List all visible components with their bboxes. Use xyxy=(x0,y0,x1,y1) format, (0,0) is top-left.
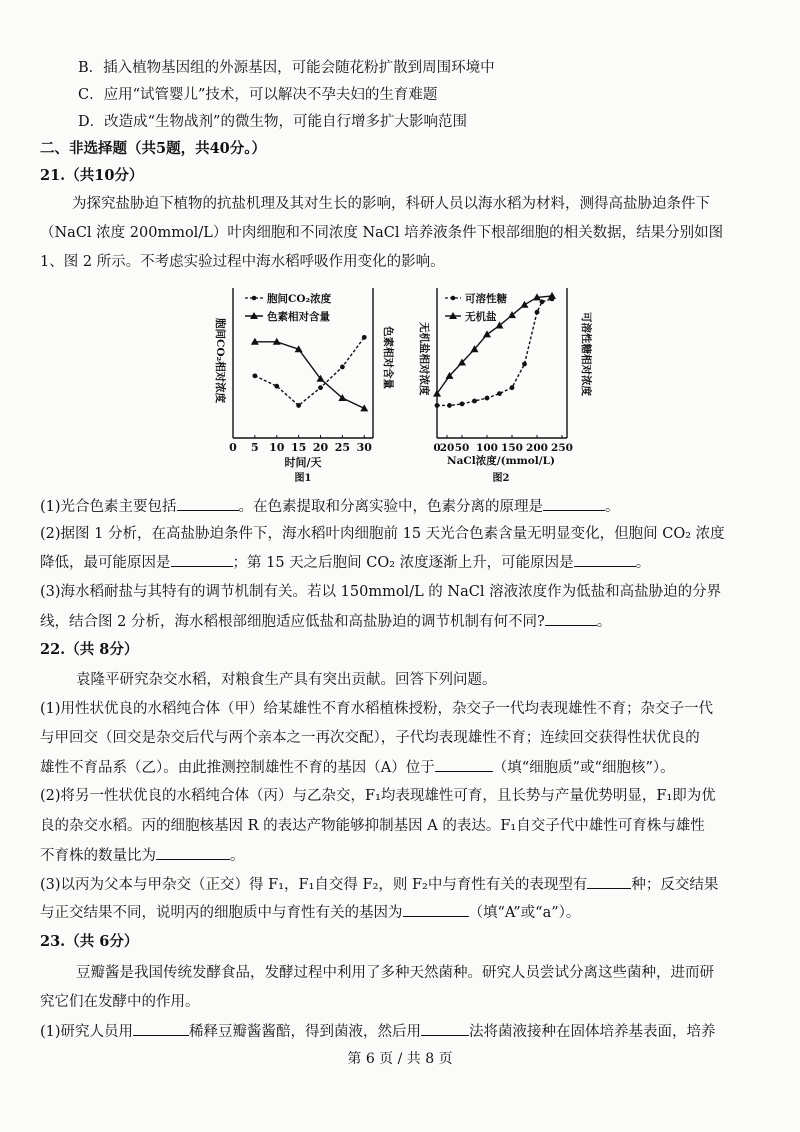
figures-svg xyxy=(205,278,605,488)
q22-part2-line1: (2)将另一性状优良的水稻纯合体（丙）与乙杂交，F₁均表现雄性可育，且长势与产量优势明显，F₁即为优 xyxy=(40,788,716,804)
fig2-title: 图2 xyxy=(492,473,510,484)
q23-part1-text-a: (1)研究人员用 xyxy=(40,1024,134,1040)
q22-part1-line2: 与甲回交（回交是杂交后代与两个亲本之一再次交配），子代均表现雄性不育；连续回交获得性状优良的 xyxy=(40,730,700,746)
q22-part3-text-b: 种；反交结果 xyxy=(631,877,719,893)
answer-blank[interactable] xyxy=(403,902,469,917)
fig2-ylabel-left: 无机盐相对浓度 xyxy=(418,322,430,396)
q21-part2-line1: (2)据图 1 分析，在高盐胁迫条件下，海水稻叶肉细胞前 15 天光合色素含量无明显变化，但胞间 CO₂ 浓度 xyxy=(40,526,725,542)
answer-blank[interactable] xyxy=(574,552,636,567)
fig2-series-1-point xyxy=(548,292,556,299)
q21-part2-text-d: 。 xyxy=(635,555,651,571)
fig1-tick-label: 25 xyxy=(334,441,351,454)
q21-intro-line3: 1、图 2 所示。不考虑实验过程中海水稻呼吸作用变化的影响。 xyxy=(40,254,445,270)
fig2-ylabel-right: 可溶性糖相对浓度 xyxy=(580,312,592,396)
q22-part2-line2: 良的杂交水稻。丙的细胞核基因 R 的表达产物能够抑制基因 A 的表达。F₁自交子代中雄性可育株与雄性 xyxy=(40,818,705,834)
fig2-legend-salt-label: 无机盐 xyxy=(465,311,497,323)
fig2-tick-label: 0 xyxy=(433,442,441,454)
fig2-series-1-point xyxy=(483,330,491,337)
fig2-series-0-point xyxy=(460,402,465,407)
answer-blank[interactable] xyxy=(545,611,597,626)
q22-intro: 袁隆平研究杂交水稻，对粮食生产具有突出贡献。回答下列问题。 xyxy=(76,672,497,688)
q22-part3-line2 xyxy=(40,902,580,923)
q21-part3-text-b: 线，结合图 2 分析，海水稻根部细胞适应低盐和高盐胁迫的调节机制有何不同? xyxy=(40,614,545,630)
fig1-series-0-point xyxy=(252,373,257,378)
fig1-series-0-point xyxy=(318,385,323,390)
fig1-series-0-line xyxy=(255,337,364,405)
q21-part1-text-a: (1)光合色素主要包括 xyxy=(40,499,177,515)
fig2-tick-label: 250 xyxy=(551,442,573,454)
fig1-series-0-point xyxy=(296,403,301,408)
fig2-series-0-point xyxy=(447,403,452,408)
option-b: B．插入植物基因组的外源基因，可能会随花粉扩散到周围环境中 xyxy=(78,60,495,76)
q21-part2-text-c: ；第 15 天之后胞间 CO₂ 浓度逐渐上升，可能原因是 xyxy=(232,555,574,571)
fig2-series-1-point xyxy=(521,301,529,308)
answer-blank[interactable] xyxy=(177,496,239,511)
page-footer: 第 6 页 / 共 8 页 xyxy=(347,1051,453,1067)
fig1-xlabel: 时间/天 xyxy=(284,456,322,469)
fig2-tick-label: 200 xyxy=(526,442,548,454)
q23-part1-text-b: 稀释豆瓣酱酱醅，得到菌液，然后用 xyxy=(189,1024,422,1040)
fig1-series-0-point xyxy=(362,335,367,340)
fig2-tick-label: 150 xyxy=(501,442,523,454)
fig1-legend-pigment xyxy=(245,310,330,323)
q21-part3-line1: (3)海水稻耐盐与其特有的调节机制有关。若以 150mmol/L 的 NaCl 溶液浓度作为低盐和高盐胁迫的分界 xyxy=(40,584,722,600)
fig2-legend-sugar xyxy=(445,292,507,305)
section-title: 二、非选择题（共5题，共40分。） xyxy=(40,140,267,157)
q22-header: 22.（共 8分） xyxy=(40,641,139,658)
fig1-legend-co2 xyxy=(245,292,332,305)
fig2-xlabel: NaCl浓度/(mmol/L) xyxy=(447,455,555,467)
q22-part1-text-d: （填“细胞质”或“细胞核”）。 xyxy=(492,760,675,776)
fig1-series-0-point xyxy=(274,384,279,389)
q22-part2-text-d: 。 xyxy=(230,848,245,864)
fig2-series-0-point xyxy=(510,385,515,390)
q21-part1 xyxy=(40,496,620,517)
q22-part3-text-d: （填“A”或“a”）。 xyxy=(468,905,581,921)
fig1 xyxy=(214,288,395,484)
fig1-tick-label: 20 xyxy=(312,441,329,454)
fig1-legend-pigment-label: 色素相对含量 xyxy=(267,311,330,323)
answer-blank[interactable] xyxy=(587,874,631,889)
fig2-legend-salt xyxy=(445,310,497,323)
fig2-tick-label: 20 xyxy=(439,442,455,454)
q22-part1-line3 xyxy=(40,757,675,778)
q22-part2-text-c: 不育株的数量比为 xyxy=(40,848,156,864)
q21-part3-text-c: 。 xyxy=(596,614,612,630)
fig2-series-0-point xyxy=(485,396,490,401)
q23-header: 23.（共 6分） xyxy=(40,933,139,950)
option-d: D．改造成“生物战剂”的微生物，可能自行增多扩大影响范围 xyxy=(78,114,467,130)
fig2-series-0-point xyxy=(497,391,502,396)
q21-part3-line2 xyxy=(40,611,611,632)
q22-part1-text-c: 雄性不育品系（乙）。由此推测控制雄性不育的基因（A）位于 xyxy=(40,760,435,776)
q21-part2-text-b: 降低，最可能原因是 xyxy=(40,555,171,571)
answer-blank[interactable] xyxy=(171,552,233,567)
q23-intro-line2: 究它们在发酵中的作用。 xyxy=(40,994,200,1010)
fig1-tick-label: 5 xyxy=(251,441,259,454)
q23-intro-line1: 豆瓣酱是我国传统发酵食品，发酵过程中利用了多种天然菌种。研究人员尝试分离这些菌种，进而研 xyxy=(76,965,714,981)
fig1-series-1-line xyxy=(255,342,364,409)
answer-blank[interactable] xyxy=(543,496,605,511)
q22-part1-line1: (1)用性状优良的水稻纯合体（甲）给某雄性不育水稻植株授粉，杂交子一代均表现雄性不育；杂交子一代 xyxy=(40,701,714,717)
answer-blank[interactable] xyxy=(421,1021,469,1036)
fig1-tick-label: 15 xyxy=(290,441,307,454)
fig2-tick-label: 50 xyxy=(454,442,470,454)
q22-part3-line1 xyxy=(40,874,718,895)
fig1-title: 图1 xyxy=(294,473,312,484)
figures xyxy=(205,278,605,488)
fig2-legend-sugar-label: 可溶性糖 xyxy=(465,293,507,305)
fig2-tick-label: 100 xyxy=(476,442,498,454)
fig2 xyxy=(418,288,593,484)
q21-intro-line1: 为探究盐胁迫下植物的抗盐机理及其对生长的影响，科研人员以海水稻为材料，测得高盐胁迫条件下 xyxy=(72,196,710,212)
fig2-series-0-point xyxy=(435,403,440,408)
fig1-series-1-point xyxy=(360,404,368,411)
q22-part2-line3 xyxy=(40,845,245,866)
q22-part3-text-a: (3)以丙为父本与甲杂交（正交）得 F₁，F₁自交得 F₂，则 F₂中与育性有关的表现型有 xyxy=(40,877,588,893)
fig1-legend-co2-label: 胞间CO₂浓度 xyxy=(267,293,332,305)
q21-header: 21.（共10分） xyxy=(40,167,144,184)
q23-part1-line1 xyxy=(40,1021,716,1042)
fig1-ylabel-right: 色素相对含量 xyxy=(382,326,394,389)
fig1-tick-label: 10 xyxy=(269,441,285,454)
answer-blank[interactable] xyxy=(435,757,493,772)
q21-part1-text-c: 。 xyxy=(605,499,620,515)
answer-blank[interactable] xyxy=(156,845,230,860)
q22-part3-text-c: 与正交结果不同，说明丙的细胞质中与育性有关的基因为 xyxy=(40,905,403,921)
answer-blank[interactable] xyxy=(133,1021,189,1036)
fig2-series-0-point xyxy=(535,310,540,315)
fig1-tick-label: 0 xyxy=(229,441,237,454)
q21-part2-line2 xyxy=(40,552,650,573)
q21-intro-line2: （NaCl 浓度 200mmol/L）叶肉细胞和不同浓度 NaCl 培养液条件下根部细胞的相关数据，结果分别如图 xyxy=(40,225,724,241)
q21-part1-text-b: 。在色素提取和分离实验中，色素分离的原理是 xyxy=(238,499,544,515)
fig2-series-0-point xyxy=(522,362,527,367)
q23-part1-text-c: 法将菌液接种在固体培养基表面，培养 xyxy=(469,1024,716,1040)
fig1-ylabel-left: 胞间CO₂相对浓度 xyxy=(214,318,226,404)
fig1-tick-label: 30 xyxy=(356,441,372,454)
fig2-series-0-point xyxy=(472,399,477,404)
fig1-series-0-point xyxy=(340,365,345,370)
option-c: C．应用“试管婴儿”技术，可以解决不孕夫妇的生育难题 xyxy=(78,87,438,103)
